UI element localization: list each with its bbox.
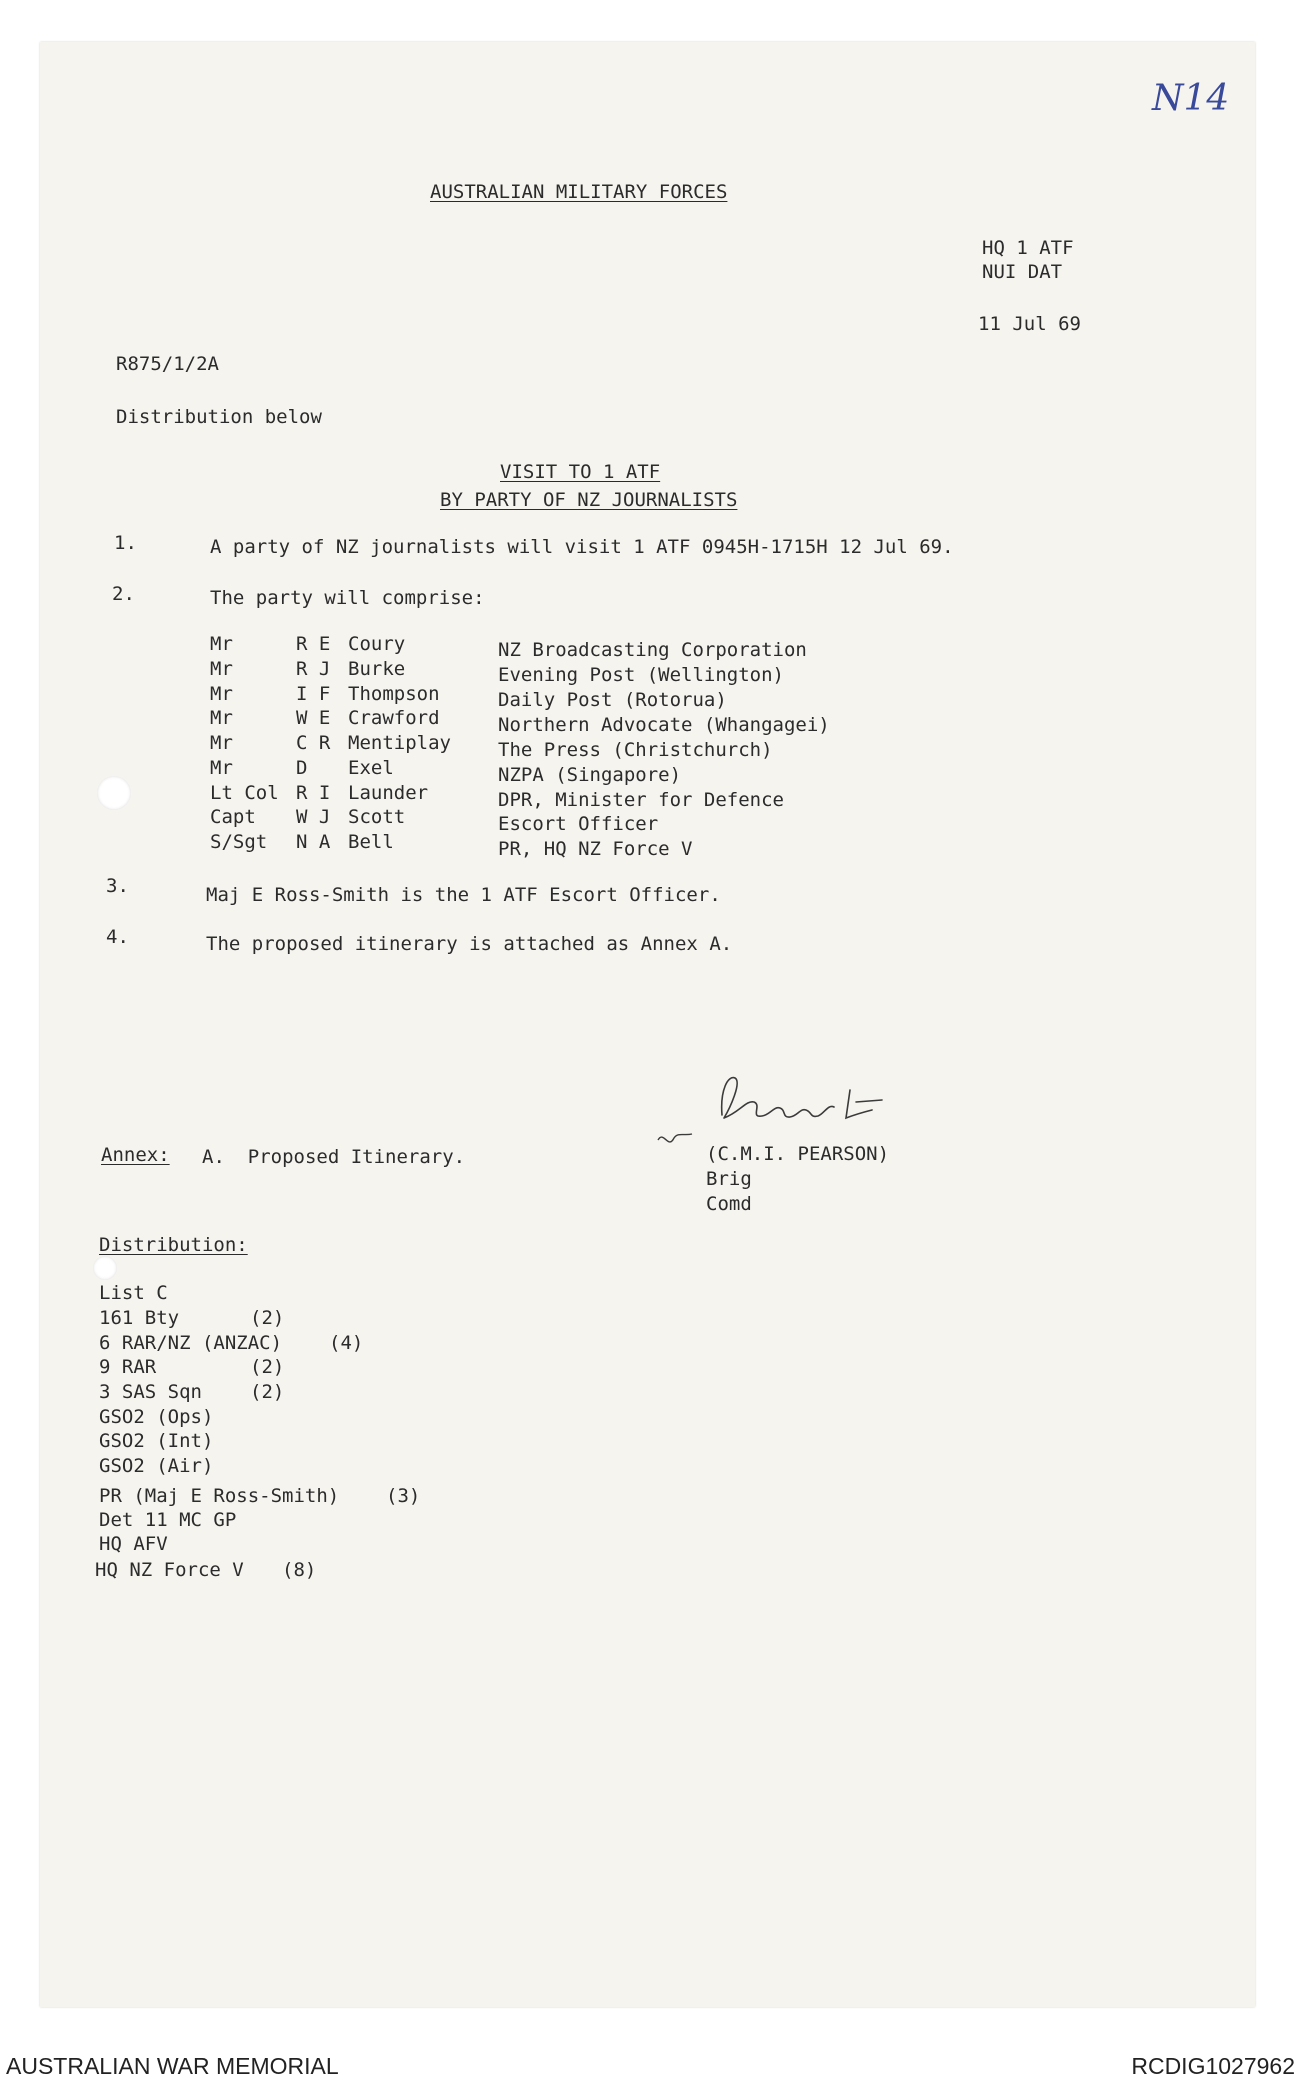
distribution-unit: GSO2 (Air) [99, 1455, 214, 1477]
paragraph-4-text: The proposed itinerary is attached as Annex A. [206, 933, 733, 955]
party-organisation: The Press (Christchurch) [498, 739, 773, 761]
party-initials: W E [296, 707, 331, 729]
party-rank: Lt Col [210, 782, 279, 804]
party-initials: R I [296, 782, 331, 804]
party-rank: Mr [210, 732, 233, 754]
punch-hole [97, 776, 131, 810]
document-page [40, 42, 1255, 2007]
distribution-heading: Distribution: [99, 1234, 248, 1256]
distribution-unit: 9 RAR [99, 1356, 157, 1378]
distribution-unit: 6 RAR/NZ (ANZAC) [99, 1332, 283, 1354]
paragraph-3-text: Maj E Ross-Smith is the 1 ATF Escort Officer. [206, 884, 721, 906]
party-organisation: Northern Advocate (Whangagei) [498, 714, 830, 736]
paragraph-1-number: 1. [114, 532, 137, 554]
document-heading: AUSTRALIAN MILITARY FORCES [430, 181, 728, 203]
party-initials: R E [296, 633, 331, 655]
party-name: Crawford [348, 707, 440, 729]
party-initials: N A [296, 831, 331, 853]
punch-hole [93, 1256, 117, 1280]
distribution-count: (2) [250, 1307, 285, 1329]
party-initials: R J [296, 658, 331, 680]
paragraph-2-number: 2. [112, 583, 135, 605]
distribution-note: Distribution below [116, 406, 322, 428]
distribution-count: (2) [250, 1381, 285, 1403]
party-initials: W J [296, 806, 331, 828]
party-rank: Mr [210, 757, 233, 779]
address-line-2: NUI DAT [982, 261, 1063, 283]
paragraph-4-number: 4. [106, 926, 129, 948]
distribution-unit: Det 11 MC GP [99, 1509, 237, 1531]
footer-catalogue-id: RCDIG1027962 [1131, 2053, 1295, 2079]
distribution-unit: HQ NZ Force V [95, 1559, 244, 1581]
distribution-count: (4) [329, 1332, 364, 1354]
distribution-unit: PR (Maj E Ross-Smith) [99, 1485, 340, 1507]
distribution-unit: GSO2 (Int) [99, 1430, 214, 1452]
signatory-name: (C.M.I. PEARSON) [706, 1143, 890, 1165]
party-organisation: NZ Broadcasting Corporation [498, 639, 807, 661]
distribution-count: (3) [386, 1485, 421, 1507]
distribution-unit: 3 SAS Sqn [99, 1381, 202, 1403]
annex-text: A. Proposed Itinerary. [202, 1146, 466, 1168]
party-rank: Capt [210, 806, 256, 828]
distribution-count: (2) [250, 1356, 285, 1378]
party-organisation: Daily Post (Rotorua) [498, 689, 727, 711]
subject-line-1: VISIT TO 1 ATF [500, 461, 661, 483]
distribution-count: (8) [282, 1559, 317, 1581]
handwritten-reference: N14 [1152, 78, 1230, 119]
party-rank: Mr [210, 633, 233, 655]
party-organisation: Escort Officer [498, 813, 659, 835]
subject-line-2: BY PARTY OF NZ JOURNALISTS [440, 489, 738, 511]
party-name: Launder [348, 782, 429, 804]
paragraph-3-number: 3. [106, 875, 129, 897]
party-organisation: DPR, Minister for Defence [498, 789, 784, 811]
party-rank: Mr [210, 683, 233, 705]
party-name: Coury [348, 633, 406, 655]
file-reference: R875/1/2A [116, 353, 219, 375]
signatory-rank: Brig [706, 1168, 752, 1190]
party-name: Burke [348, 658, 406, 680]
distribution-unit: List C [99, 1282, 168, 1304]
footer-institution: AUSTRALIAN WAR MEMORIAL [6, 2053, 339, 2079]
party-rank: S/Sgt [210, 831, 268, 853]
distribution-unit: 161 Bty [99, 1307, 180, 1329]
party-name: Thompson [348, 683, 440, 705]
distribution-unit: HQ AFV [99, 1533, 168, 1555]
annex-label: Annex: [101, 1144, 170, 1166]
document-date: 11 Jul 69 [978, 313, 1081, 335]
party-name: Exel [348, 757, 394, 779]
party-name: Scott [348, 806, 406, 828]
paragraph-2-text: The party will comprise: [210, 587, 485, 609]
party-organisation: Evening Post (Wellington) [498, 664, 784, 686]
party-organisation: NZPA (Singapore) [498, 764, 682, 786]
distribution-unit: GSO2 (Ops) [99, 1406, 214, 1428]
party-rank: Mr [210, 707, 233, 729]
paragraph-1-text: A party of NZ journalists will visit 1 ATF 0945H-1715H 12 Jul 69. [210, 536, 954, 558]
party-name: Mentiplay [348, 732, 451, 754]
party-name: Bell [348, 831, 394, 853]
address-line-1: HQ 1 ATF [982, 237, 1074, 259]
party-initials: D [296, 757, 308, 779]
party-organisation: PR, HQ NZ Force V [498, 838, 693, 860]
party-initials: I F [296, 683, 331, 705]
party-initials: C R [296, 732, 331, 754]
signatory-appointment: Comd [706, 1193, 752, 1215]
party-rank: Mr [210, 658, 233, 680]
